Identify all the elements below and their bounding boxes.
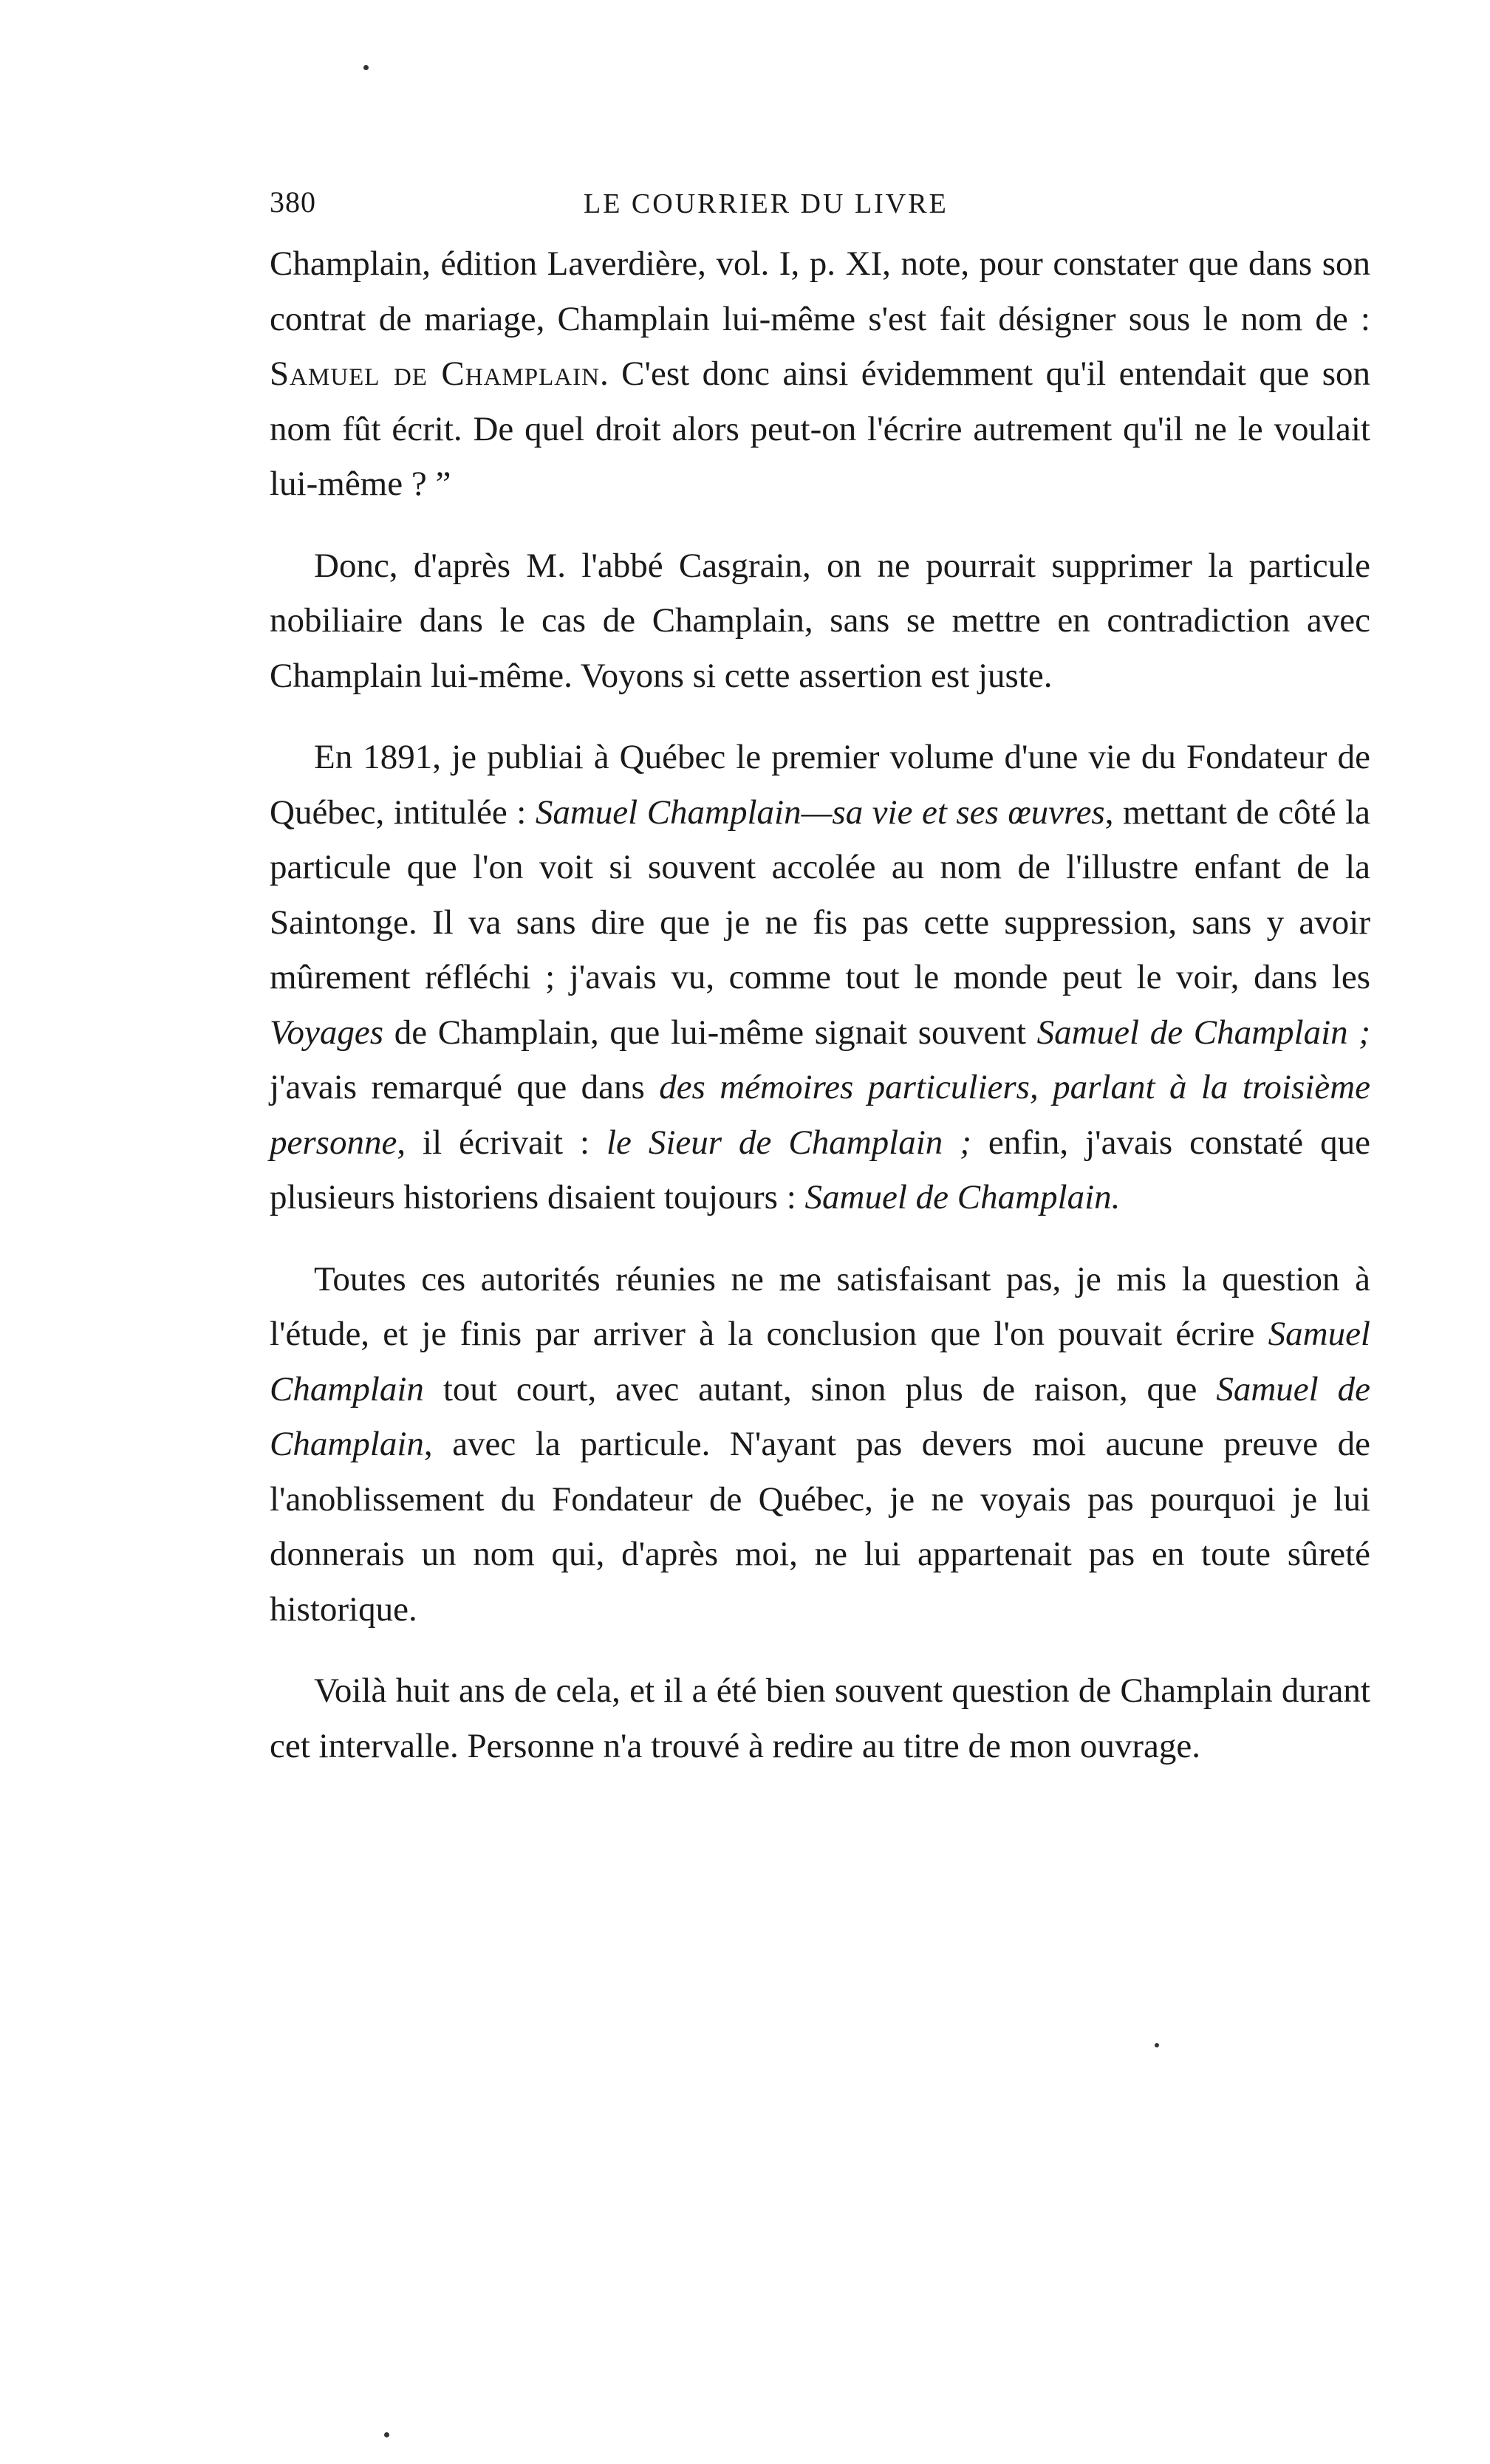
page-number: 380 bbox=[270, 185, 316, 219]
paragraph-1 bbox=[270, 236, 1370, 512]
text-run: Toutes ces autorités réunies ne me satisfaisant pas, je mis la question à l'étude, et je finis par arriver à la conclusion que l'on pouvait écrire bbox=[270, 1259, 1370, 1353]
text-run: tout court, avec autant, sinon plus de raison, que bbox=[423, 1369, 1217, 1409]
paragraph-4 bbox=[270, 1252, 1370, 1637]
body-text bbox=[270, 236, 1370, 1773]
text-run: j'avais remarqué que dans bbox=[270, 1068, 660, 1106]
page-speck-right bbox=[1155, 2043, 1159, 2047]
page-speck-top bbox=[363, 65, 369, 70]
text-run: de Champlain, que lui-même signait souvent bbox=[383, 1013, 1037, 1052]
small-caps-name: Samuel de Champlain bbox=[270, 355, 600, 393]
italic-name: Samuel de Champlain. bbox=[804, 1178, 1121, 1216]
paragraph-3 bbox=[270, 730, 1370, 1225]
page-speck-bottom bbox=[384, 2432, 389, 2437]
italic-memoires: des mémoires particuliers, parlant à la troisième personne bbox=[270, 1068, 1370, 1162]
italic-name-particle: Samuel de Champlain bbox=[270, 1369, 1370, 1463]
text-run: . C'est donc ainsi évidemment qu'il entendait que son nom fût écrit. De quel droit alors peut-on l'écrire autrement qu'il ne le voulait lui-même ? ” bbox=[270, 355, 1370, 503]
paragraph-2: Donc, d'après M. l'abbé Casgrain, on ne pourrait supprimer la particule nobiliaire dans le cas de Champlain, sans se mettre en contradiction avec Champlain lui-même. Voyons si cette assertion est juste. bbox=[270, 546, 1370, 695]
italic-book-title: Samuel Champlain—sa vie et ses œuvres bbox=[535, 793, 1105, 832]
italic-sieur: le Sieur de Champlain ; bbox=[606, 1123, 971, 1162]
text-run: , avec la particule. N'ayant pas devers moi aucune preuve de l'anoblissement du Fondateur de Québec, je ne voyais pas pourquoi je lui donnerais un nom qui, d'après moi, ne lui appartenait pas en toute sûreté historique. bbox=[270, 1425, 1370, 1629]
text-run: En 1891, je publiai à Québec le premier volume d'une vie du Fondateur de Québec, intitulée : bbox=[270, 738, 1370, 832]
running-head bbox=[270, 185, 1370, 236]
text-run: Champlain, édition Laverdière, vol. I, p. XI, note, pour constater que dans son contrat de mariage, Champlain lui-même s'est fait désigner sous le nom de : bbox=[270, 244, 1370, 338]
italic-name-short: Samuel Champlain bbox=[270, 1315, 1370, 1409]
italic-voyages: Voyages bbox=[270, 1013, 384, 1052]
italic-signature: Samuel de Champlain ; bbox=[1036, 1013, 1371, 1052]
text-run: , il écrivait : bbox=[397, 1123, 606, 1162]
book-page bbox=[270, 185, 1370, 1773]
paragraph-5: Voilà huit ans de cela, et il a été bien souvent question de Champlain durant cet intervalle. Personne n'a trouvé à redire au titre de mon ouvrage. bbox=[270, 1671, 1370, 1765]
running-title: LE COURRIER DU LIVRE bbox=[584, 188, 949, 219]
text-run: enfin, j'avais constaté que plusieurs historiens disaient toujours : bbox=[270, 1123, 1370, 1216]
text-run: , mettant de côté la particule que l'on voit si souvent accolée au nom de l'illustre enfant de la Saintonge. Il va sans dire que je ne fis pas cette suppression, sans y avoir mûrement réfléchi ; j'avais vu, comme tout le monde peut le voir, dans les bbox=[270, 793, 1370, 996]
